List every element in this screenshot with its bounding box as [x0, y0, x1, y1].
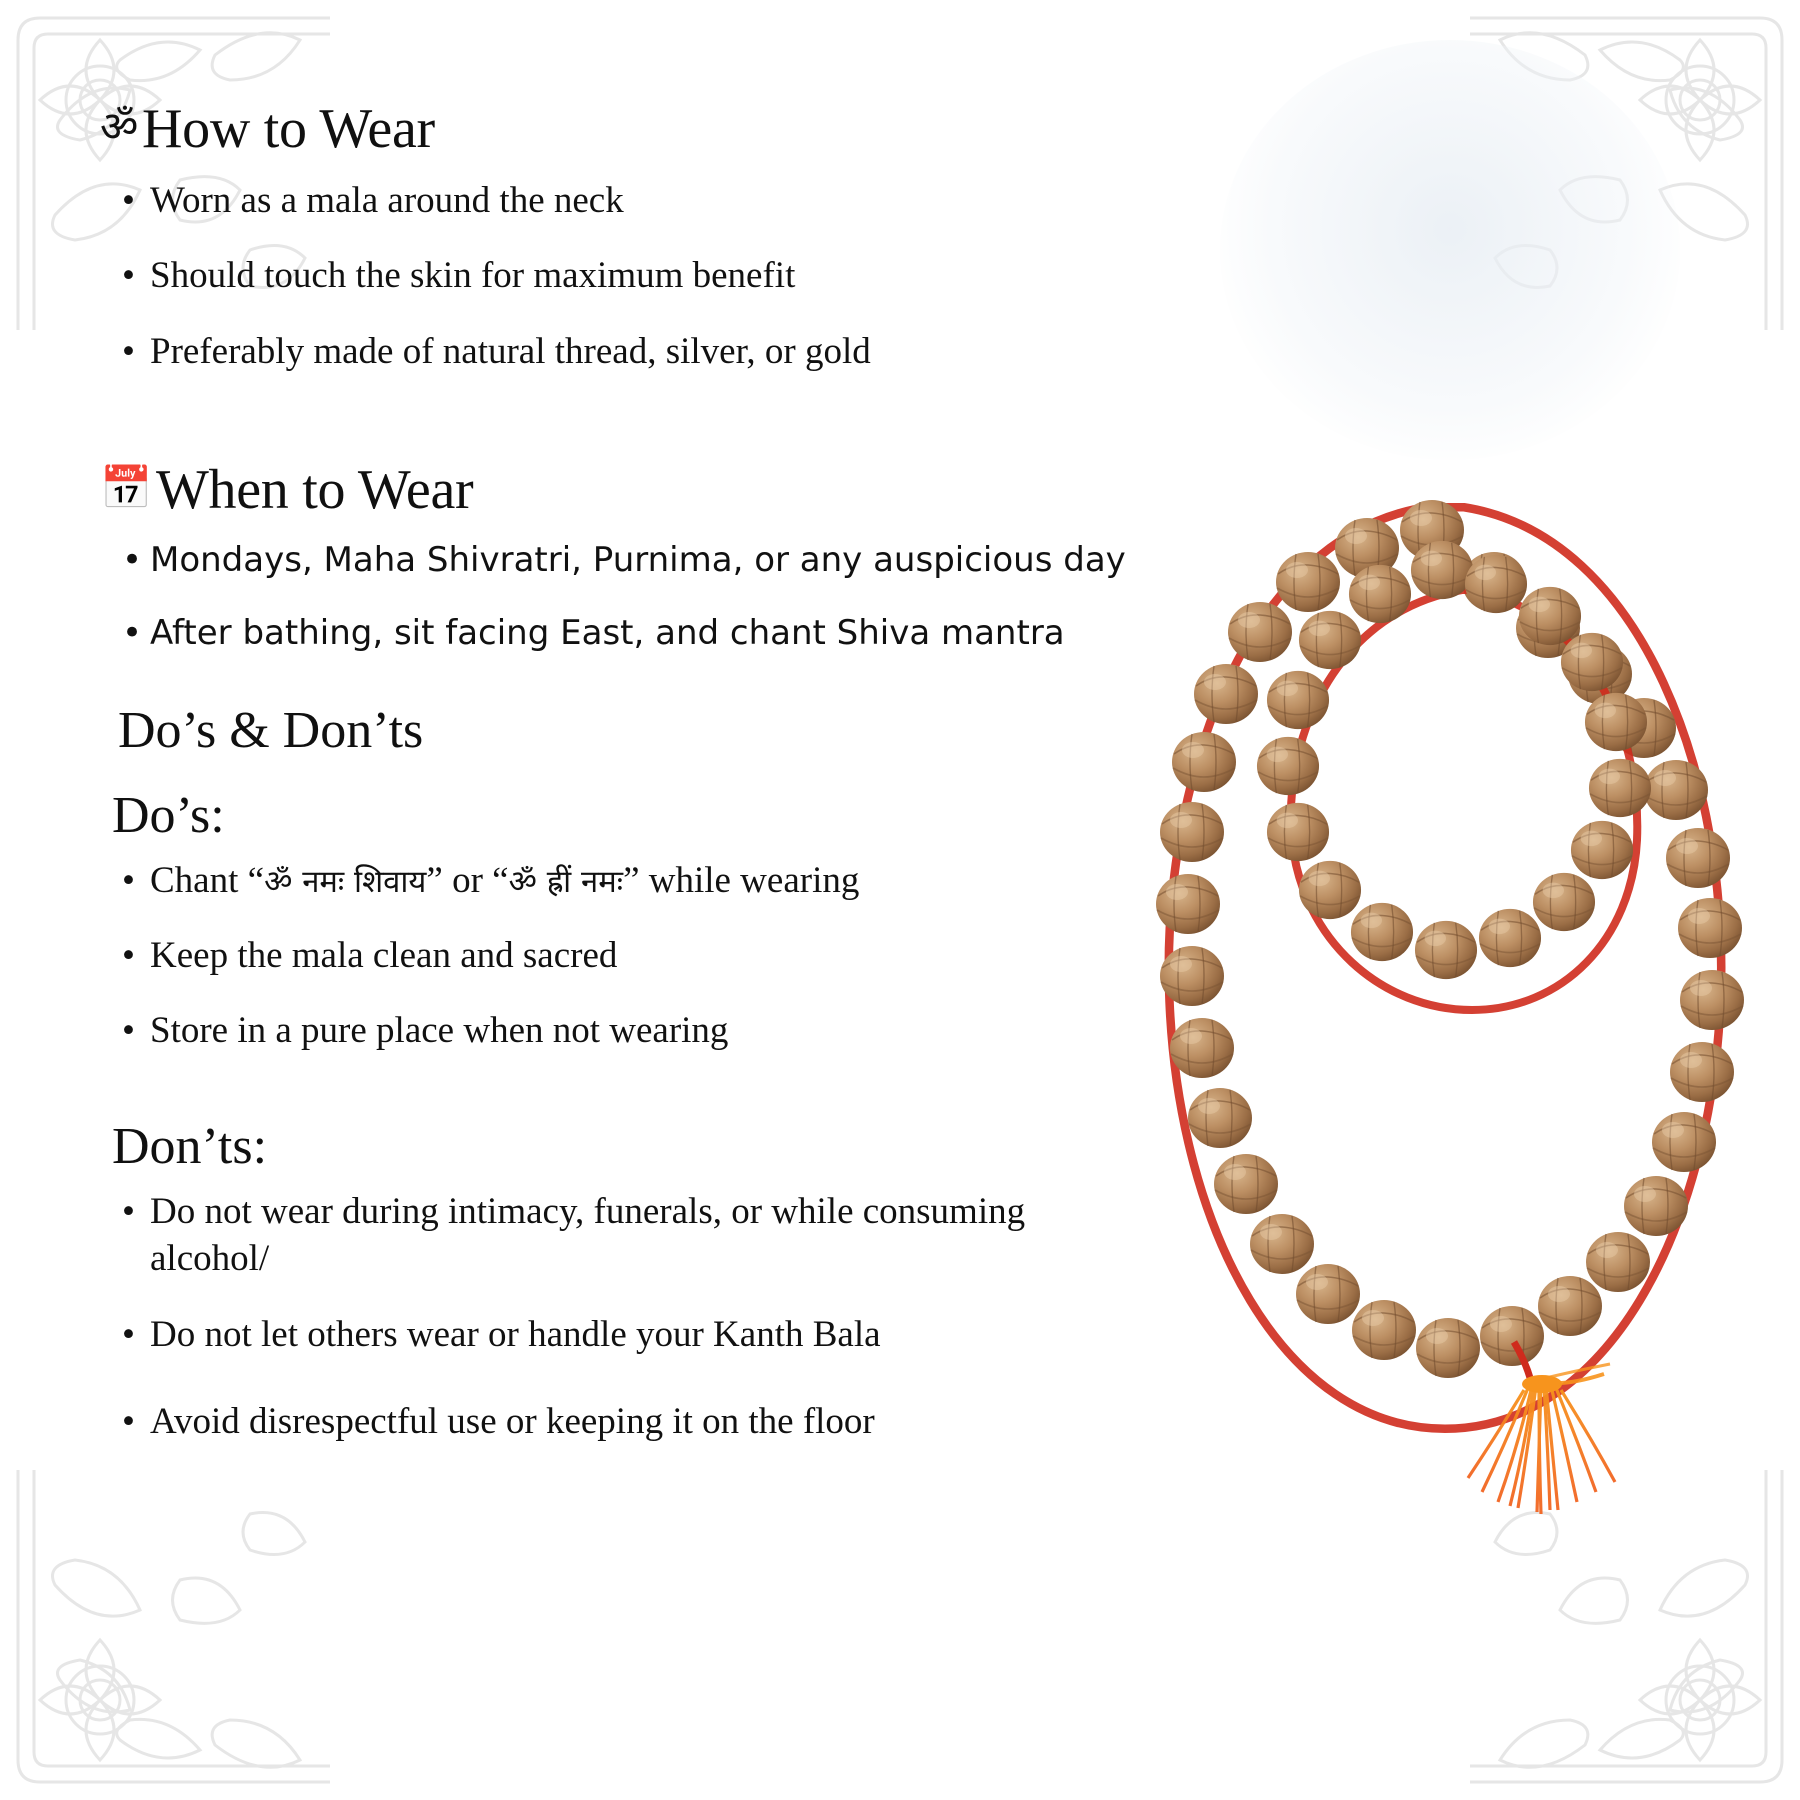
- list-item: • Do not wear during intimacy, funerals, or while consuming alcohol/: [116, 1188, 1130, 1283]
- list-item: • Store in a pure place when not wearing: [116, 1007, 1130, 1054]
- list-item: • Worn as a mala around the neck: [116, 177, 1130, 224]
- section-title-how-to-wear: [100, 100, 1130, 159]
- list-item: • Do not let others wear or handle your Kanth Bala: [116, 1311, 1130, 1358]
- dos-donts-heading: Do’s & Don’ts: [118, 701, 424, 759]
- donts-title: Don’ts:: [112, 1117, 268, 1175]
- dos-chant-middle: ” or “: [426, 859, 509, 901]
- dos-list: [100, 857, 1130, 1055]
- mala-tassel: [1468, 1342, 1615, 1514]
- list-item: • Avoid disrespectful use or keeping it on the floor: [116, 1398, 1130, 1445]
- corner-ornament-bottom-left: [0, 1470, 330, 1800]
- list-item: • Preferably made of natural thread, silver, or gold: [116, 328, 1130, 375]
- dos-chant-suffix: ” while wearing: [623, 859, 860, 901]
- dos-chant-prefix: Chant “: [150, 859, 265, 901]
- rudraksha-mala-photo: [1142, 470, 1782, 1530]
- spacer: [100, 1083, 1130, 1117]
- mantra-om-hreem-namah: ॐ ह्रीं नमः: [508, 863, 624, 900]
- list-item: • Mondays, Maha Shivratri, Purnima, or any auspicious day: [116, 538, 1130, 584]
- list-item: • Should touch the skin for maximum benefit: [116, 252, 1130, 299]
- rudraksha-bead-icon: ॐ: [100, 102, 139, 152]
- spacer: [100, 685, 1130, 701]
- mantra-om-namah-shivaya: ॐ नमः शिवाय: [264, 863, 427, 900]
- donts-list: [100, 1188, 1130, 1445]
- when-to-wear-list: [100, 538, 1130, 657]
- how-to-wear-title-text: How to Wear: [142, 98, 435, 160]
- list-item: • Keep the mala clean and sacred: [116, 932, 1130, 979]
- calendar-icon: 📅: [100, 463, 152, 513]
- how-to-wear-list: [100, 177, 1130, 375]
- section-title-when-to-wear: [100, 458, 1130, 521]
- dos-title: Do’s:: [112, 786, 225, 844]
- when-to-wear-title-text: When to Wear: [156, 458, 474, 521]
- list-item: • After bathing, sit facing East, and chant Shiva mantra: [116, 611, 1130, 657]
- spacer: [100, 403, 1130, 461]
- mala-inner-loop: [1257, 541, 1651, 1010]
- list-item: [116, 857, 1130, 904]
- spacer: [100, 770, 1130, 786]
- background-wash: [1220, 40, 1680, 460]
- document-content: [100, 100, 1130, 1473]
